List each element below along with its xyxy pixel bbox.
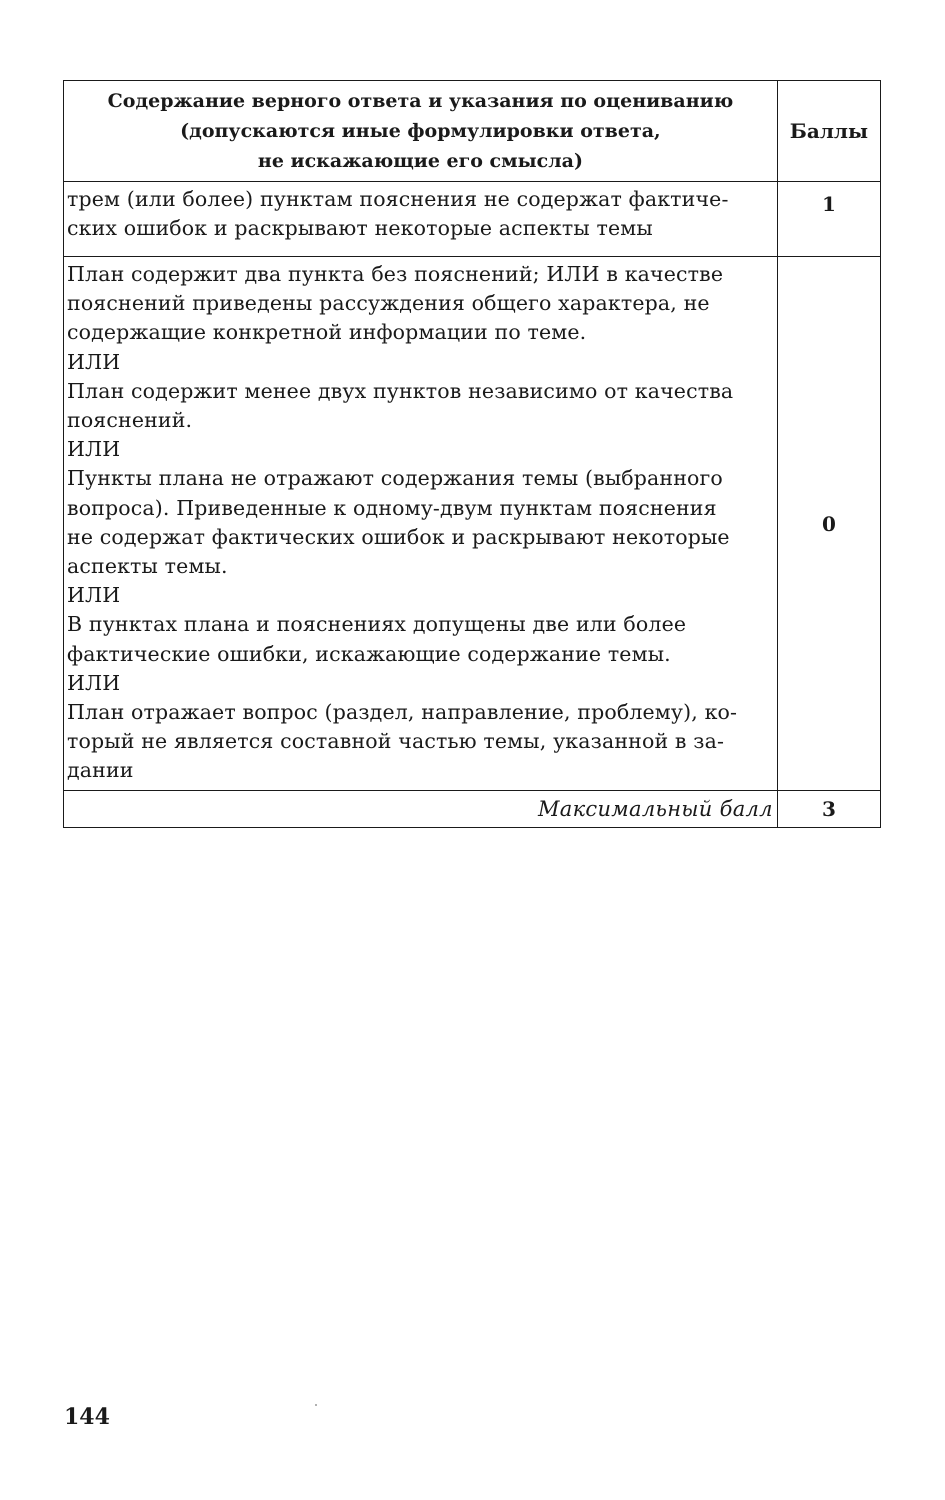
score-cell: 0 (777, 257, 880, 791)
criteria-line: ИЛИ (67, 583, 121, 608)
criteria-line: ИЛИ (67, 670, 121, 695)
criteria-line: аспекты темы. (67, 554, 228, 579)
criteria-line: пояснений приведены рассуждения общего характера, не (67, 291, 710, 316)
max-score-row (64, 791, 881, 828)
criteria-line: пояснений. (67, 408, 193, 433)
criteria-line: торый не является составной частью темы, указанной в за- (67, 729, 725, 754)
criteria-line: ских ошибок и раскрывают некоторые аспекты темы (67, 216, 653, 241)
criteria-line: Пункты плана не отражают содержания темы (выбранного (67, 466, 723, 491)
criteria-line: ИЛИ (67, 349, 121, 374)
header-line: не искажающие его смысла) (257, 150, 583, 172)
table-row (64, 257, 881, 791)
print-speck (315, 1404, 317, 1406)
criteria-line: трем (или более) пунктам пояснения не содержат фактиче- (67, 187, 729, 211)
header-line: Содержание верного ответа и указания по оцениванию (107, 90, 734, 112)
header-line: (допускаются иные формулировки ответа, (180, 120, 661, 142)
criteria-line: вопроса). Приведенные к одному-двум пунктам пояснения (67, 495, 717, 520)
criteria-line: План отражает вопрос (раздел, направление, проблему), ко- (67, 700, 738, 725)
criteria-line: План содержит два пункта без пояснений; ИЛИ в качестве (67, 262, 724, 286)
criteria-line: дании (67, 758, 134, 783)
header-score-cell: Баллы (777, 81, 880, 182)
table-header-row (64, 81, 881, 182)
criteria-line: содержащие конкретной информации по теме. (67, 320, 587, 345)
header-content-cell (64, 81, 778, 182)
max-score-label: Максимальный балл (64, 791, 778, 828)
criteria-line: ИЛИ (67, 437, 121, 462)
score-cell: 1 (777, 182, 880, 257)
criteria-cell (64, 257, 778, 791)
table-row (64, 182, 881, 257)
criteria-line: фактические ошибки, искажающие содержание темы. (67, 641, 671, 666)
page-number: 144 (64, 1404, 110, 1430)
criteria-line: План содержит менее двух пунктов независимо от качества (67, 378, 734, 403)
grading-criteria-table (63, 80, 881, 828)
criteria-line: В пунктах плана и пояснениях допущены две или более (67, 612, 687, 637)
criteria-cell (64, 182, 778, 257)
max-score-value: 3 (777, 791, 880, 828)
criteria-line: не содержат фактических ошибок и раскрывают некоторые (67, 524, 730, 549)
